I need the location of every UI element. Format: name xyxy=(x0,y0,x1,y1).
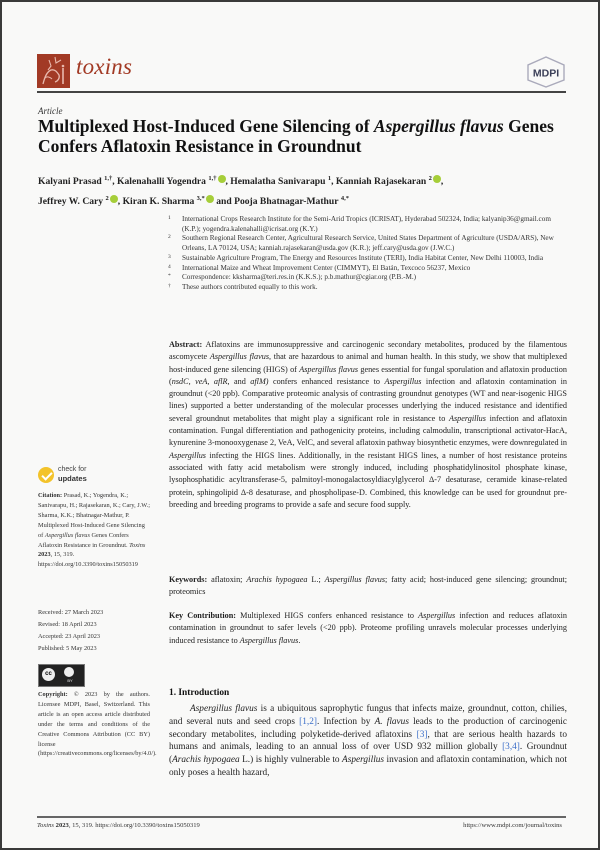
keywords: Keywords: aflatoxin; Arachis hypogaea L.; Aspergillus flavus; fatty acid; host-induced gene silencing; groundnut; proteomics xyxy=(169,575,567,597)
keywords-label: Keywords: xyxy=(169,575,208,584)
article-title xyxy=(38,116,568,156)
affiliation-4: 4 International Maize and Wheat Improvement Center (CIMMYT), El Batán, Texcoco 56237, Mexico xyxy=(168,263,471,272)
introduction-section xyxy=(169,688,567,780)
author[interactable]: Kiran K. Sharma $^{3,*}$ xyxy=(123,196,214,207)
date-received: Received: 27 March 2023 xyxy=(38,609,104,616)
footer-journal-url[interactable]: https://www.mdpi.com/journal/toxins xyxy=(463,822,562,829)
section-heading: 1. Introduction xyxy=(169,688,230,698)
footer-citation[interactable]: Toxins 2023, 15, 319. https://doi.org/10.3390/toxins15050319 xyxy=(37,822,200,829)
citation-ref-link[interactable]: [3,4] xyxy=(502,742,520,753)
title-species: Aspergillus flavus xyxy=(373,116,504,136)
affiliation-1: 1 International Crops Research Institute for the Semi-Arid Tropics (ICRISAT), Hyderabad 502324, India; kalyanip36@gmail.com (K.P.); yogendra.kalenahalli@icrisat.org (K.Y.) xyxy=(168,215,551,233)
copyright-notice: Copyright: © 2023 by the authors. Licensee MDPI, Basel, Switzerland. This article is an open access article distributed under the terms and conditions of the Creative Commons Attribution (CC BY) license (https://creativecommons.org/licenses/by/4.0/). xyxy=(38,691,157,758)
header-divider xyxy=(37,91,566,93)
correspondence: * Correspondence: kksharma@teri.res.in (K.K.S.); p.b.mathur@cgiar.org (P.B.-M.) xyxy=(168,273,417,282)
svg-text:MDPI: MDPI xyxy=(532,67,560,80)
author[interactable]: Pooja Bhatnagar-Mathur $^{4,*}$ xyxy=(234,195,349,208)
affiliations xyxy=(168,215,568,293)
check-updates-icon xyxy=(38,467,54,483)
orcid-icon[interactable] xyxy=(206,195,214,203)
citation-ref-link[interactable]: [3] xyxy=(416,729,428,740)
author-list: Kalyani Prasad $^{1,\dagger}$, Kalenahalli Yogendra $^{1,\dagger}$ , Hemalatha Sanivarapu $^1$, Kanniah Rajasekaran $^2$ , Jeffrey W. Cary $^2$ , Kiran K. Sharma $^{3,*}$ and Pooja Bhatnagar-Mathur $^{4,*}$ xyxy=(38,175,444,208)
affiliation-2: 2 Southern Regional Research Center, Agricultural Research Service, United States Department of Agriculture (USDA/ARS), New Orleans, LA 70124, USA; kanniah.rajasekaran@usda.gov (K.R.); jeff.cary@usda.gov (J.W.C.) xyxy=(168,234,554,253)
author[interactable]: Hemalatha Sanivarapu $^1$ xyxy=(230,175,332,188)
equal-contribution-note: † These authors contributed equally to this work. xyxy=(168,282,318,291)
intro-paragraph: Aspergillus flavus is a ubiquitous saprophytic fungus that infects maize, groundnut, cotton, chilies, and several nuts and seed crops [1,2]. Infection by A. flavus leads to the production of carcinogenic secondary metabolites, including polyketide-derived aflatoxins [3], that are serious health hazards to humans and animals, leading to an annual loss of over USD 932 million globally [3,4]. Groundnut (Arachis hypogaea L.) is highly vulnerable to Aspergillus invasion and aflatoxin contamination, which not only poses a health hazard, xyxy=(169,704,567,778)
author[interactable]: Kanniah Rajasekaran $^2$ xyxy=(336,176,441,187)
cc-by-license-icon[interactable]: cc BY xyxy=(38,664,85,687)
title-text: Multiplexed Host-Induced Gene Silencing of xyxy=(38,116,374,136)
orcid-icon[interactable] xyxy=(110,195,118,203)
pdf-page xyxy=(2,2,598,848)
mdpi-logo-icon xyxy=(525,56,567,88)
authors-connector: and xyxy=(216,196,232,208)
author[interactable]: Jeffrey W. Cary $^2$ xyxy=(38,196,118,207)
key-contribution-label: Key Contribution: xyxy=(169,611,236,620)
citation-ref-link[interactable]: [1,2] xyxy=(299,716,317,727)
abstract: Abstract: Aflatoxins are immunosuppressive and carcinogenic secondary metabolites, produced by the filamentous ascomycete Aspergillus flavus, that are hazardous to animal and human health. In this study, we show that multiplexed host-induced gene silencing (HIGS) of Aspergillus flavus genes essential for fungal sporulation and aflatoxin production (nsdC, veA, aflR, and aflM) confers enhanced resistance to Aspergillus infection and aflatoxin contamination in groundnut (<20 ppb). Comparative proteomic analysis of contrasting groundnut genotypes (WT and near-isogenic HIGS lines) supported a better understanding of the molecular processes underlying the induced resistance and identified several groundnut metabolites that might play a significant role in resistance to Aspergillus infection and aflatoxin contamination. Fungal differentiation and pathogenicity proteins, including calmodulin, transcriptional activator-HacA, kynurenine 3-monooxygenase 2, VeA, VelC, and several aflatoxin pathway biosynthetic enzymes, were downregulated in Aspergillus infecting the HIGS lines. Additionally, in the resistant HIGS lines, a number of host resistance proteins associated with fatty acid metabolism were strongly induced, including phosphatidylinositol phosphate kinase, lysophosphatidic acyltransferase-5, palmitoyl-monogalactosyldiacylglycerol Δ-7 desaturase, ceramide kinase-related protein, sphingolipid Δ-8 desaturase, and phospholipase-D. Combined, this knowledge can be used for groundnut pre-breeding and breeding programs to provide a safe and secure food supply. xyxy=(169,340,568,509)
publication-dates xyxy=(38,607,150,655)
date-revised: Revised: 18 April 2023 xyxy=(38,621,97,628)
affiliation-3: 3 Sustainable Agriculture Program, The Energy and Resources Institute (TERI), India Habitat Center, New Delhi 110003, India xyxy=(168,253,544,262)
toxins-logo-icon xyxy=(37,54,70,88)
date-accepted: Accepted: 23 April 2023 xyxy=(38,633,101,640)
journal-header xyxy=(37,54,567,92)
article-type: Article xyxy=(38,106,63,116)
date-published: Published: 5 May 2023 xyxy=(38,645,97,652)
author[interactable]: Kalenahalli Yogendra $^{1,\dagger}$ xyxy=(117,176,225,187)
footer-divider xyxy=(37,816,566,818)
key-contribution: Key Contribution: Multiplexed HIGS confers enhanced resistance to Aspergillus infection and reduces aflatoxin contamination in groundnut to safer levels (<20 ppb). Proteome profiling unravels molecular processes underlying induced resistance to Aspergillus flavus. xyxy=(169,611,567,645)
journal-name: toxins xyxy=(76,54,133,79)
title-text-end: Genes Confers Aflatoxin Resistance in Groundnut xyxy=(38,116,554,156)
citation: Citation: Prasad, K.; Yogendra, K.; Sanivarapu, H.; Rajasekaran, K.; Cary, J.W.; Sharma, K.K.; Bhatnagar-Mathur, P. Multiplexed Host-Induced Gene Silencing of Aspergillus flavus Genes Confers Aflatoxin Resistance in Groundnut. Toxins 2023, 15, 319. https://doi.org/10.3390/toxins15050319 xyxy=(38,492,150,569)
author[interactable]: Kalyani Prasad $^{1,\dagger}$ xyxy=(38,175,113,188)
orcid-icon[interactable] xyxy=(433,175,441,183)
check-for-updates-badge[interactable]: check for updates xyxy=(38,465,150,485)
abstract-label: Abstract: xyxy=(169,340,203,349)
orcid-icon[interactable] xyxy=(218,175,226,183)
